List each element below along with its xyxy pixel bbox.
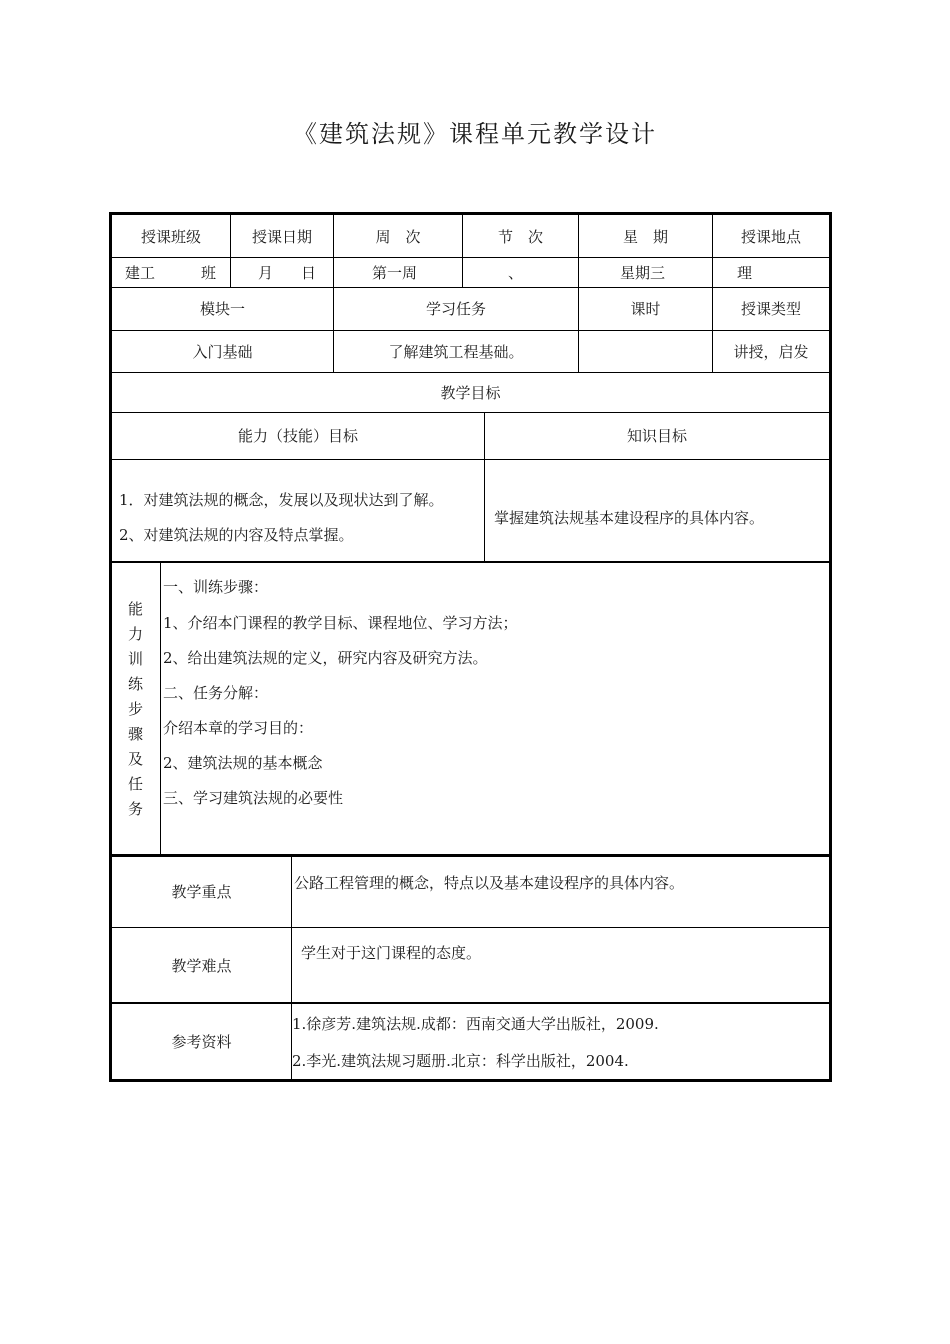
steps-label-char: 步 [128, 700, 144, 718]
difficulty-label: 教学难点 [171, 957, 232, 975]
steps-line: 介绍本章的学习目的： [163, 719, 314, 737]
steps-line: 1、介绍本门课程的教学目标、课程地位、学习方法； [163, 614, 518, 632]
focus-label: 教学重点 [171, 883, 232, 901]
steps-label-char: 训 [128, 650, 144, 668]
month-value: 月 [258, 264, 274, 282]
week-value: 第一周 [372, 264, 418, 282]
steps-line: 三、学习建筑法规的必要性 [163, 789, 344, 807]
header-location: 授课地点 [740, 228, 801, 246]
type-value: 讲授，启发 [733, 343, 809, 361]
module-value: 入门基础 [192, 343, 253, 361]
ability-item-1: 1．对建筑法规的概念，发展以及现状达到了解。 [119, 491, 444, 509]
page-title: 《建筑法规》课程单元教学设计 [293, 120, 657, 148]
steps-line: 二、任务分解： [163, 684, 269, 702]
day-value: 日 [301, 264, 317, 282]
steps-label-char: 任 [128, 775, 144, 793]
steps-label-char: 练 [128, 675, 144, 693]
focus-text: 公路工程管理的概念，特点以及基本建设程序的具体内容。 [294, 874, 685, 892]
header-section: 节 次 [497, 228, 543, 246]
ability-item-2: 2、对建筑法规的内容及特点掌握。 [119, 526, 354, 544]
knowledge-text: 掌握建筑法规基本建设程序的具体内容。 [494, 509, 765, 527]
header-weekday: 星 期 [622, 228, 668, 246]
location-value: 理 [737, 264, 753, 282]
steps-label-char: 及 [128, 750, 144, 768]
header-class: 授课班级 [140, 228, 201, 246]
task-value: 了解建筑工程基础。 [388, 343, 524, 361]
difficulty-text: 学生对于这门课程的态度。 [301, 944, 482, 962]
section-value: 、 [508, 264, 524, 282]
steps-line: 2、建筑法规的基本概念 [163, 754, 323, 772]
knowledge-heading: 知识目标 [626, 427, 687, 445]
class-value-a: 建工 [125, 264, 156, 282]
module-heading: 模块一 [199, 300, 245, 318]
steps-label-char: 力 [128, 625, 144, 643]
task-heading: 学习任务 [425, 300, 486, 318]
type-heading: 授课类型 [740, 300, 801, 318]
header-date: 授课日期 [251, 228, 312, 246]
references-label: 参考资料 [171, 1033, 232, 1051]
objectives-heading: 教学目标 [440, 384, 501, 402]
steps-label-char: 骤 [128, 725, 144, 743]
ability-heading: 能力（技能）目标 [237, 427, 358, 445]
reference-item-2: 2.李光.建筑法规习题册.北京：科学出版社，2004. [292, 1052, 629, 1070]
header-week: 周 次 [375, 228, 421, 246]
steps-line: 2、给出建筑法规的定义，研究内容及研究方法。 [163, 649, 488, 667]
steps-line: 一、训练步骤： [163, 578, 269, 596]
hours-heading: 课时 [630, 300, 661, 318]
weekday-value: 星期三 [620, 264, 666, 282]
class-value-b: 班 [201, 264, 217, 282]
steps-label-char: 务 [128, 800, 144, 818]
reference-item-1: 1.徐彦芳.建筑法规.成都：西南交通大学出版社，2009. [292, 1015, 659, 1033]
steps-label-char: 能 [128, 600, 144, 618]
